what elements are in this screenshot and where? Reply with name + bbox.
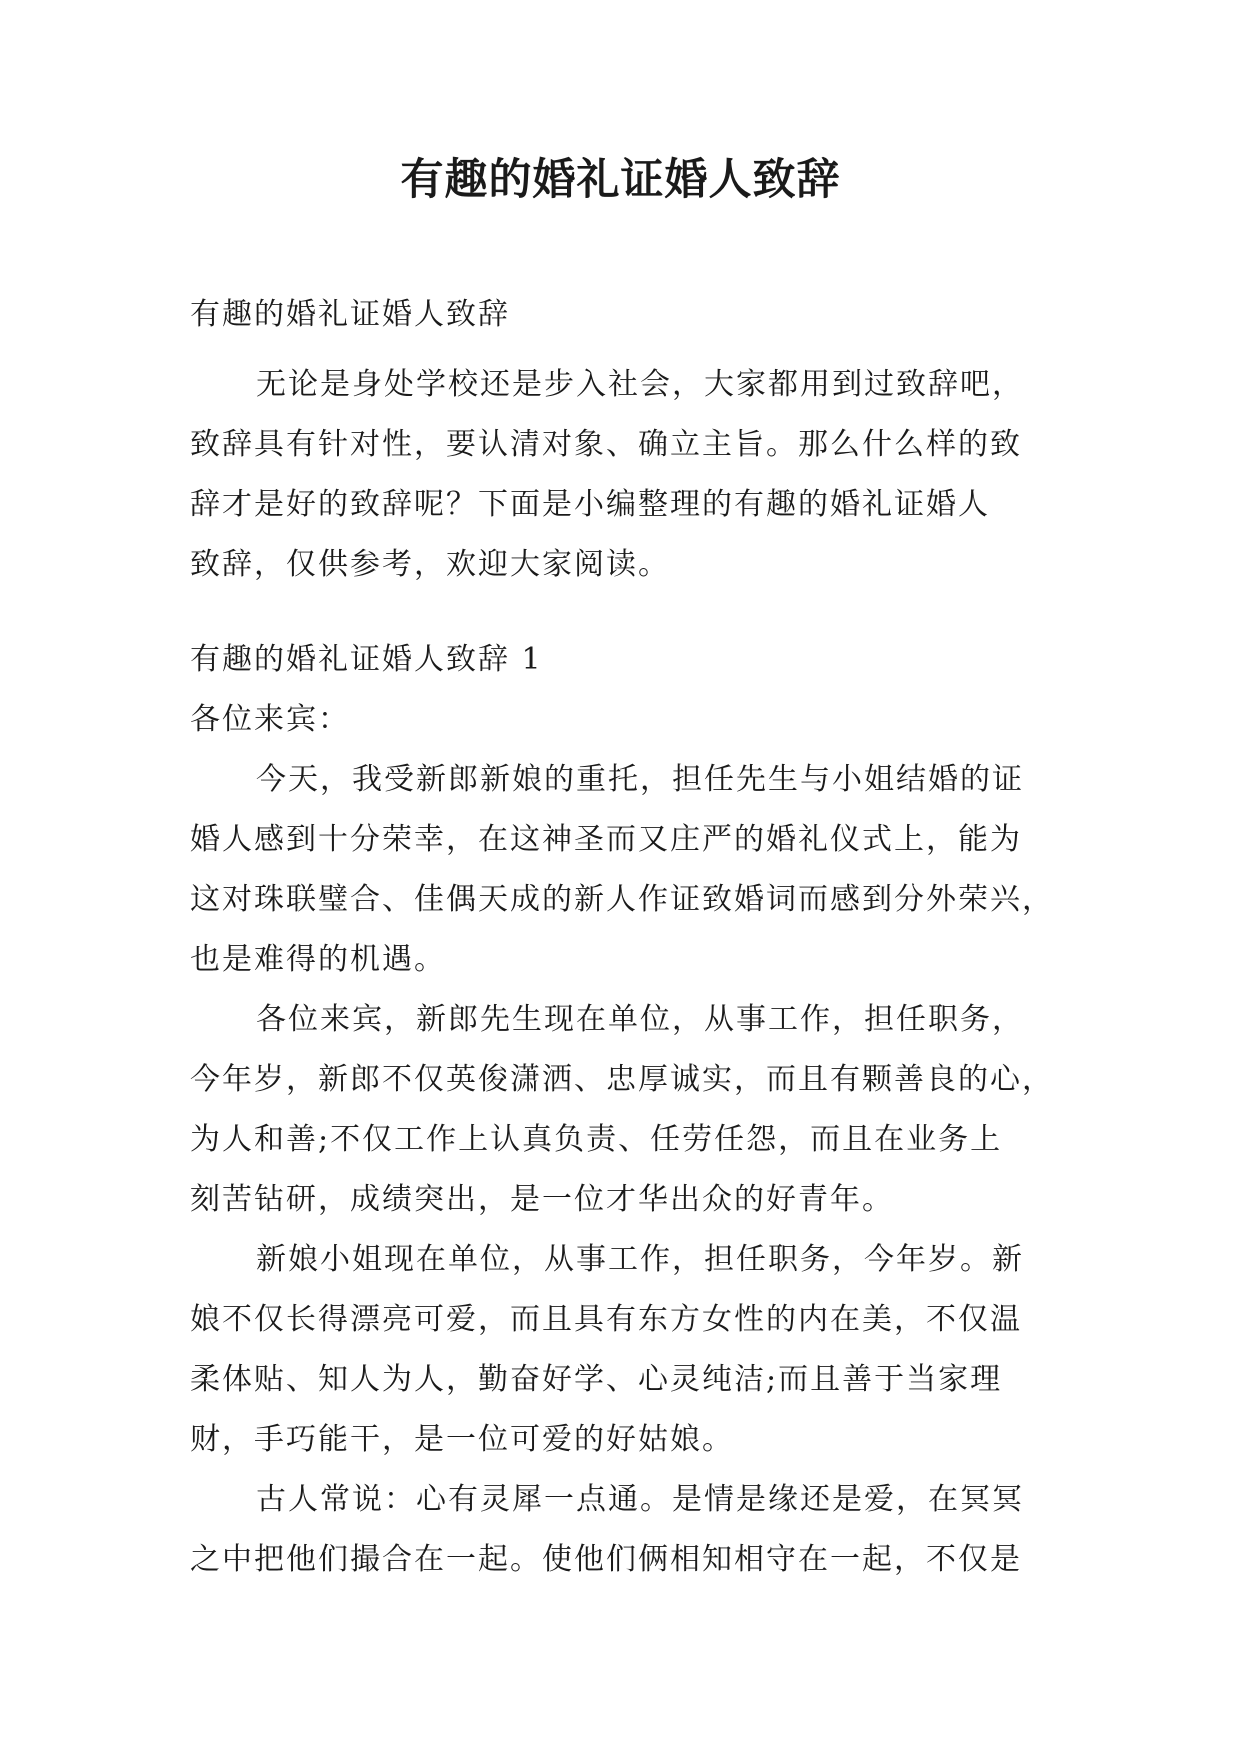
body-line: 财，手巧能干，是一位可爱的好姑娘。 bbox=[190, 1422, 734, 1457]
body-line: 今天，我受新郎新娘的重托，担任先生与小姐结婚的证 bbox=[256, 762, 1024, 797]
body-line: 今年岁，新郎不仅英俊潇洒、忠厚诚实，而且有颗善良的心， bbox=[190, 1062, 1054, 1097]
body-line: 这对珠联璧合、佳偶天成的新人作证致婚词而感到分外荣兴， bbox=[190, 882, 1054, 917]
body-line: 古人常说：心有灵犀一点通。是情是缘还是爱，在冥冥 bbox=[256, 1482, 1024, 1517]
subtitle-block bbox=[190, 285, 1062, 345]
intro-line: 辞才是好的致辞呢？下面是小编整理的有趣的婚礼证婚人 bbox=[190, 487, 990, 522]
body-line: 之中把他们撮合在一起。使他们俩相知相守在一起，不仅是 bbox=[190, 1542, 1022, 1577]
subtitle: 有趣的婚礼证婚人致辞 bbox=[190, 297, 510, 332]
intro-line: 无论是身处学校还是步入社会，大家都用到过致辞吧， bbox=[256, 367, 1024, 402]
body-line: 刻苦钻研，成绩突出，是一位才华出众的好青年。 bbox=[190, 1182, 894, 1217]
body-line: 为人和善;不仅工作上认真负责、任劳任怨，而且在业务上 bbox=[190, 1122, 1003, 1157]
body-line: 也是难得的机遇。 bbox=[190, 942, 446, 977]
intro-line: 致辞具有针对性，要认清对象、确立主旨。那么什么样的致 bbox=[190, 427, 1022, 462]
speech-section bbox=[190, 630, 1062, 1590]
greeting: 各位来宾： bbox=[190, 702, 350, 737]
body-line: 新娘小姐现在单位，从事工作，担任职务，今年岁。新 bbox=[256, 1242, 1024, 1277]
intro-paragraph bbox=[190, 355, 1062, 595]
body-line: 婚人感到十分荣幸，在这神圣而又庄严的婚礼仪式上，能为 bbox=[190, 822, 1022, 857]
intro-line: 致辞，仅供参考，欢迎大家阅读。 bbox=[190, 547, 670, 582]
body-line: 柔体贴、知人为人，勤奋好学、心灵纯洁;而且善于当家理 bbox=[190, 1362, 1003, 1397]
body-line: 各位来宾，新郎先生现在单位，从事工作，担任职务， bbox=[256, 1002, 1024, 1037]
document-title: 有趣的婚礼证婚人致辞 bbox=[400, 155, 841, 205]
body-line: 娘不仅长得漂亮可爱，而且具有东方女性的内在美，不仅温 bbox=[190, 1302, 1022, 1337]
section-heading: 有趣的婚礼证婚人致辞 1 bbox=[190, 642, 543, 677]
